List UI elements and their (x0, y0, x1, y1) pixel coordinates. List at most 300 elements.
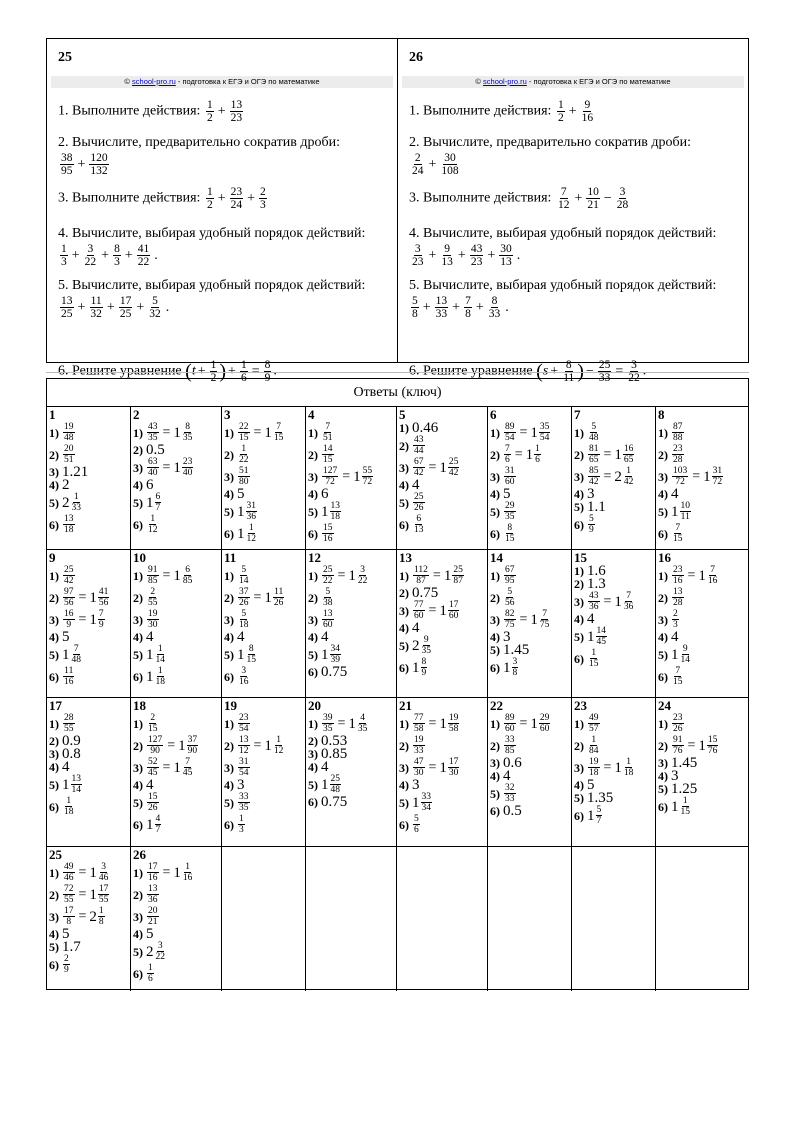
fraction (155, 666, 167, 687)
denominator: 45 (148, 768, 158, 778)
fraction (623, 444, 635, 465)
task-2 (409, 134, 740, 177)
denominator: 6 (148, 974, 153, 984)
answer-value (321, 666, 347, 678)
answer-number: 3 (237, 777, 245, 793)
task-text: 4. Вычислите, выбирая удобный порядок действий: (409, 226, 717, 241)
answer-value (587, 713, 601, 734)
denominator: 54 (239, 768, 249, 778)
answer-label: 3) (133, 612, 143, 627)
numerator: 17 (98, 884, 109, 894)
answer-cell-2 (131, 407, 222, 550)
equals-sign: = (519, 424, 528, 440)
answer-line (574, 444, 655, 465)
answer-label: 6) (658, 526, 668, 541)
numerator: 16 (64, 609, 74, 619)
answer-value (321, 713, 369, 734)
whole-part: 1 (89, 886, 97, 903)
answer-label: 5) (658, 647, 668, 662)
whole-part: 1 (321, 646, 329, 663)
answer-label: 6) (133, 669, 143, 684)
whole-part: 1 (439, 759, 447, 776)
answer-label: 1) (49, 716, 59, 731)
whole-part: 1 (530, 611, 538, 628)
denominator: 46 (98, 873, 109, 883)
denominator: 108 (441, 165, 459, 177)
answer-value (321, 609, 335, 630)
numerator: 1 (148, 963, 153, 973)
answer-label: 1) (224, 568, 234, 583)
denominator: 36 (148, 895, 158, 905)
task-text: 1. Выполните действия: (58, 103, 204, 119)
answer-label: 5) (308, 777, 318, 792)
paren-open: ( (185, 360, 192, 383)
answer-label: 2) (308, 447, 318, 462)
answer-value (321, 501, 342, 522)
operator: + (101, 247, 110, 263)
answer-value (412, 622, 420, 634)
operator: + (428, 247, 437, 263)
answer-number: 4 (321, 629, 329, 645)
answer-value (671, 796, 692, 817)
answer-line (658, 609, 748, 630)
operator: . (154, 247, 158, 263)
numerator: 91 (673, 735, 683, 745)
answer-value (503, 501, 517, 522)
denominator: 18 (239, 620, 249, 630)
answer-value (587, 757, 635, 778)
numerator: 1 (591, 735, 597, 745)
answer-line (133, 565, 221, 586)
answer-line (308, 644, 396, 665)
answer-value (503, 422, 551, 443)
answer-line (133, 928, 221, 940)
answer-line (49, 666, 130, 687)
numerator: 87 (673, 422, 683, 432)
answer-value (321, 644, 342, 665)
denominator: 48 (64, 433, 74, 443)
whole-part: 1 (614, 759, 622, 776)
numerator: 52 (148, 757, 158, 767)
answer-label: 1) (574, 425, 584, 440)
task-card-25 (47, 39, 397, 384)
answer-label: 1) (49, 568, 59, 583)
answer-label: 2) (574, 447, 584, 462)
answers-table (46, 378, 749, 990)
answer-line (658, 796, 748, 817)
denominator: 33 (71, 503, 81, 513)
denominator: 26 (273, 598, 284, 608)
denominator: 60 (505, 477, 515, 487)
equals-sign: = (519, 611, 528, 627)
numerator: 1 (206, 186, 213, 198)
answer-value (62, 954, 71, 975)
denominator: 55 (148, 598, 158, 608)
answer-cell-3 (222, 407, 306, 550)
numerator: 41 (137, 243, 150, 255)
operator: + (550, 363, 559, 379)
numerator: 33 (239, 792, 249, 802)
operator: + (457, 247, 466, 263)
fraction (588, 422, 600, 443)
task-1 (58, 99, 389, 124)
fraction (448, 457, 460, 478)
numerator: 29 (539, 713, 550, 723)
answer-label: 4) (308, 760, 318, 774)
numerator: 4 (155, 814, 161, 824)
fraction (680, 644, 692, 665)
answer-value (237, 631, 245, 643)
numerator: 89 (505, 713, 515, 723)
answer-line (490, 783, 571, 804)
denominator: 42 (448, 468, 459, 478)
answer-value (587, 501, 606, 513)
whole-part: 1 (614, 593, 622, 610)
equals-sign: = (78, 908, 87, 924)
expression (409, 243, 522, 268)
fraction (238, 757, 250, 778)
fraction (238, 587, 250, 608)
denominator: 30 (448, 768, 459, 778)
answer-line (399, 492, 487, 513)
numerator: 3 (241, 666, 247, 676)
denominator: 72 (362, 477, 373, 487)
fraction (448, 600, 460, 621)
denominator: 9 (421, 668, 427, 678)
answer-cell-15 (572, 550, 656, 698)
answer-line (224, 422, 305, 443)
answer-line (49, 941, 130, 953)
answer-line (133, 735, 221, 756)
answer-cell-13 (397, 550, 488, 698)
answer-number: 6 (321, 486, 329, 502)
answer-label: 2) (399, 586, 409, 600)
equals-sign: = (253, 589, 262, 605)
equals-sign: = (162, 567, 171, 583)
fraction (246, 523, 258, 544)
answer-label: 3) (658, 756, 668, 770)
answer-value (237, 792, 251, 813)
numerator: 14 (323, 444, 333, 454)
equals-sign: = (687, 567, 696, 583)
answer-label: 4) (574, 778, 584, 792)
denominator: 3 (114, 256, 120, 268)
operator: = (615, 363, 624, 379)
answer-value (412, 479, 420, 491)
source-line (51, 76, 393, 88)
answer-label: 5) (224, 647, 234, 662)
fraction (357, 565, 369, 586)
denominator: 75 (539, 620, 550, 630)
answer-cell-12 (306, 550, 397, 698)
answer-label: 6) (133, 517, 143, 532)
denominator: 15 (673, 677, 683, 687)
numerator: 1 (535, 444, 540, 454)
answer-value (503, 644, 529, 656)
numerator: 5 (412, 295, 418, 307)
answer-line (133, 941, 221, 962)
denominator: 55 (98, 895, 109, 905)
answer-value (587, 792, 613, 804)
fraction (98, 587, 110, 608)
equals-sign: = (78, 864, 87, 880)
answer-line (133, 814, 221, 835)
denominator: 35 (505, 512, 515, 522)
numerator: 5 (414, 814, 419, 824)
numerator: 22 (239, 422, 249, 432)
fraction (672, 587, 684, 608)
answer-line (399, 422, 487, 434)
answer-cell (222, 847, 306, 991)
equals-sign: = (78, 589, 87, 605)
numerator: 37 (187, 735, 198, 745)
answer-value (146, 735, 199, 756)
fraction (148, 295, 162, 320)
numerator: 2 (150, 587, 156, 597)
whole-part: 1 (321, 776, 329, 793)
answer-cell-number: 4 (308, 407, 315, 422)
numerator: 17 (448, 757, 459, 767)
fraction (155, 492, 162, 513)
fraction (147, 862, 159, 883)
answer-value (62, 609, 106, 630)
numerator: 5 (591, 422, 597, 432)
answer-cell-19 (222, 698, 306, 847)
answer-label: 6) (224, 669, 234, 684)
fraction (147, 963, 154, 984)
whole-part: 1 (321, 503, 329, 520)
answer-cell-24 (656, 698, 748, 847)
fraction (499, 243, 513, 268)
whole-part: 1 (530, 715, 538, 732)
numerator: 9 (444, 243, 451, 255)
whole-part: 2 (89, 908, 97, 925)
answer-label: 1) (490, 425, 500, 440)
equals-sign: = (167, 737, 176, 753)
fraction (413, 814, 420, 835)
answer-value (62, 479, 70, 491)
answer-number: 0.75 (321, 794, 348, 810)
answer-value (671, 713, 685, 734)
answer-line (399, 600, 487, 621)
answer-label: 1) (133, 716, 143, 731)
answer-cell-23 (572, 698, 656, 847)
answer-label: 2) (399, 738, 409, 753)
numerator: 103 (673, 466, 688, 476)
answer-label: 5) (49, 495, 59, 510)
numerator: 5 (589, 514, 594, 524)
denominator: 87 (416, 576, 426, 586)
denominator: 26 (148, 803, 158, 813)
answer-label: 4) (574, 487, 584, 501)
whole-part: 1 (443, 567, 452, 584)
answer-value (62, 941, 81, 953)
answer-value (146, 884, 160, 905)
numerator: 11 (64, 666, 74, 676)
denominator: 6 (535, 455, 540, 465)
fraction (588, 591, 600, 612)
numerator: 5 (152, 295, 158, 307)
answer-label: 3) (133, 760, 143, 775)
answer-line (49, 906, 130, 927)
numerator: 2 (64, 954, 69, 964)
fraction (616, 186, 630, 211)
denominator: 9 (264, 372, 271, 384)
numerator: 77 (414, 600, 424, 610)
equals-sign: = (428, 715, 437, 731)
denominator: 33 (435, 308, 448, 320)
answer-number: 4 (412, 477, 420, 493)
denominator: 32 (149, 308, 161, 320)
fraction (413, 457, 425, 478)
denominator: 46 (64, 873, 74, 883)
fraction (273, 422, 285, 443)
answer-label: 2) (49, 887, 59, 902)
expression (409, 295, 511, 320)
answer-line (49, 444, 130, 465)
answer-cell-25 (47, 847, 131, 991)
answer-label: 6) (574, 808, 584, 823)
answer-number: 4 (146, 629, 154, 645)
numerator: 13 (673, 587, 683, 597)
equals-sign: = (687, 737, 696, 753)
answer-line (658, 735, 748, 756)
denominator: 26 (673, 724, 683, 734)
denominator: 22 (239, 455, 249, 465)
answer-label: 3) (308, 469, 318, 484)
numerator: 7 (98, 609, 104, 619)
whole-part: 1 (671, 798, 679, 815)
numerator: 2 (260, 186, 266, 198)
denominator: 48 (330, 785, 340, 795)
fraction (206, 186, 214, 211)
numerator: 30 (444, 152, 456, 164)
numerator: 11 (274, 587, 284, 597)
answer-line (490, 466, 571, 487)
denominator: 9 (98, 620, 104, 630)
denominator: 8 (66, 917, 72, 927)
fraction (504, 587, 516, 608)
denominator: 85 (505, 746, 515, 756)
denominator: 38 (323, 598, 333, 608)
answer-line (574, 735, 655, 756)
answer-cell-14 (488, 550, 572, 698)
numerator: 31 (505, 466, 515, 476)
answer-line (308, 774, 396, 795)
answer-line (133, 963, 221, 984)
fraction (182, 565, 194, 586)
numerator: 47 (414, 757, 424, 767)
answer-value (146, 779, 154, 791)
whole-part: 2 (412, 637, 420, 654)
numerator: 112 (414, 565, 428, 575)
equals-sign: = (432, 567, 441, 583)
operator: . (505, 299, 509, 315)
fraction (413, 514, 425, 535)
denominator: 35 (182, 433, 193, 443)
answer-line (133, 609, 221, 630)
answer-cell-26 (131, 847, 222, 991)
denominator: 8 (465, 308, 471, 320)
answer-line (49, 644, 130, 665)
answer-label: 2) (308, 590, 318, 605)
answer-label: 6) (399, 660, 409, 675)
answer-line (399, 713, 487, 734)
fraction (63, 884, 75, 905)
fraction (623, 466, 635, 487)
answer-label: 5) (490, 504, 500, 519)
fraction (60, 295, 74, 320)
denominator: 25 (61, 308, 73, 320)
answer-line (133, 492, 221, 513)
operator: = (251, 363, 260, 379)
denominator: 95 (61, 165, 73, 177)
whole-part: 1 (173, 759, 181, 776)
numerator: 6 (185, 565, 191, 575)
answer-line (224, 565, 305, 586)
fraction (147, 906, 159, 927)
task-card-26 (397, 39, 748, 384)
answer-cell-8 (656, 407, 748, 550)
operator: + (217, 103, 226, 119)
fraction (357, 713, 369, 734)
answer-cell-number: 16 (658, 550, 671, 565)
answer-line (308, 466, 396, 487)
answer-value (321, 422, 335, 443)
denominator: 40 (148, 468, 158, 478)
answer-cell-number: 14 (490, 550, 503, 565)
answer-label: 2) (399, 438, 409, 453)
denominator: 23 (412, 256, 424, 268)
numerator: 3 (414, 243, 421, 255)
fraction (63, 565, 75, 586)
denominator: 76 (707, 746, 718, 756)
answer-value (412, 422, 438, 434)
numerator: 17 (448, 600, 459, 610)
answer-line (49, 492, 130, 513)
answer-line (490, 657, 571, 678)
numerator: 89 (505, 422, 515, 432)
denominator: 3 (61, 256, 67, 268)
numerator: 20 (148, 906, 158, 916)
fraction (238, 666, 250, 687)
fraction (672, 466, 688, 487)
operator: + (71, 247, 80, 263)
answer-label: 2) (224, 447, 234, 462)
answer-value (237, 644, 258, 665)
numerator: 7 (675, 666, 681, 676)
answer-number: 5 (237, 486, 245, 502)
whole-part: 1 (698, 737, 706, 754)
fraction (504, 501, 516, 522)
fraction (246, 501, 258, 522)
numerator: 16 (623, 444, 634, 454)
answer-value (671, 488, 679, 500)
numerator: 7 (675, 523, 681, 533)
numerator: 2 (150, 713, 156, 723)
answer-line (490, 444, 571, 465)
answer-value (146, 644, 167, 665)
answer-label: 4) (133, 630, 143, 644)
answer-value (587, 591, 635, 612)
denominator: 48 (71, 655, 81, 665)
answer-label: 4) (133, 927, 143, 941)
numerator: 19 (64, 422, 74, 432)
answer-value (237, 735, 285, 756)
answer-line (490, 609, 571, 630)
answer-label: 3) (308, 747, 318, 761)
operator: + (77, 299, 86, 315)
